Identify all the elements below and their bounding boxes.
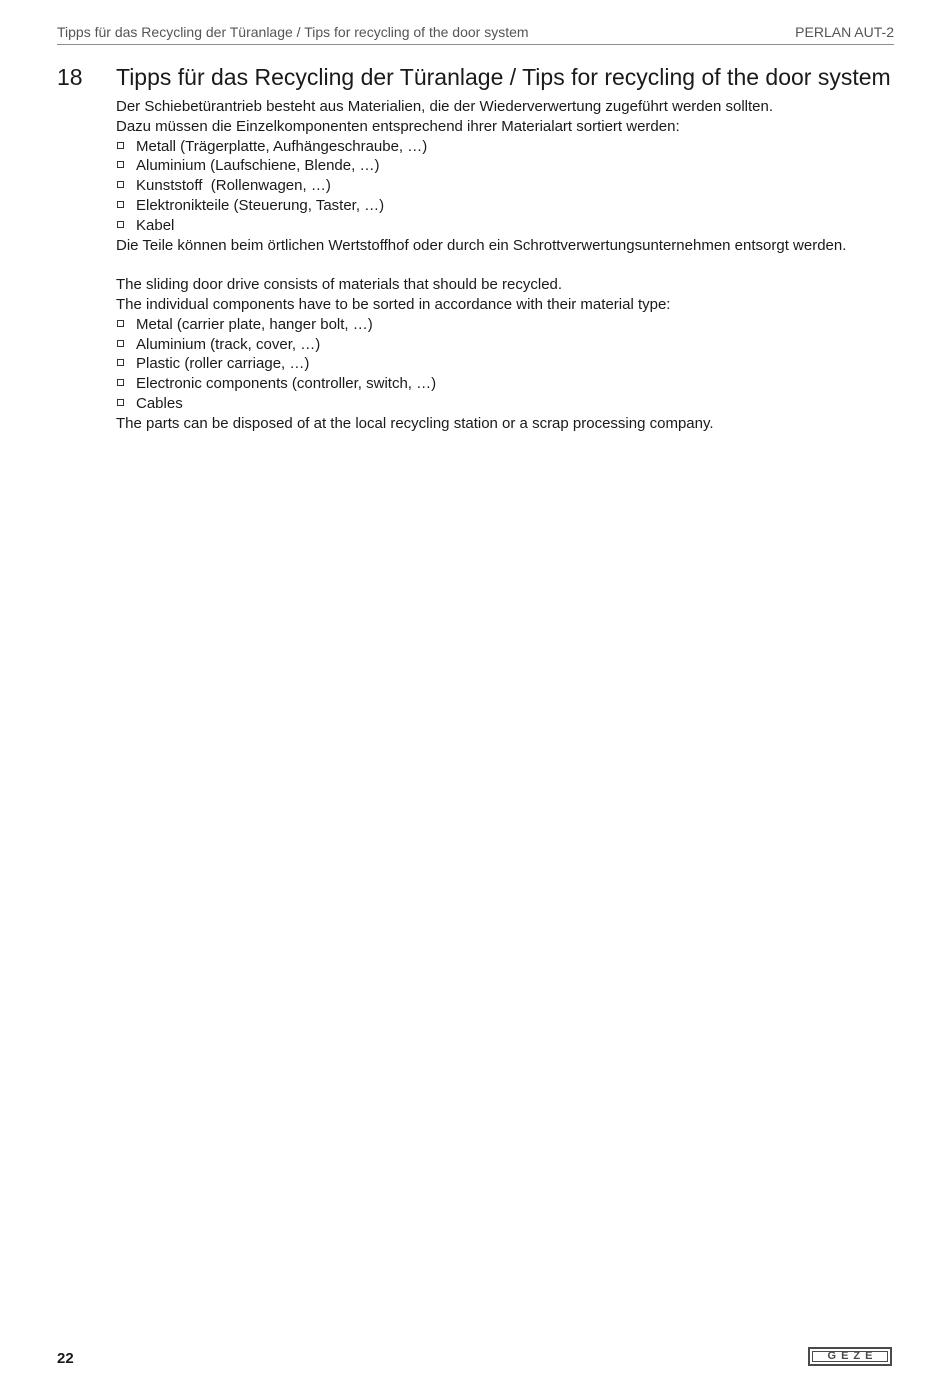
list-item-text: Aluminium (Laufschiene, Blende, …) [136, 157, 380, 175]
list-item-text: Cables [136, 394, 183, 412]
list-item-text: Aluminium (track, cover, …) [136, 335, 321, 353]
section-body [116, 97, 906, 434]
square-bullet-icon [117, 201, 124, 208]
square-bullet-icon [117, 359, 124, 366]
square-bullet-icon [117, 181, 124, 188]
running-header [57, 22, 894, 45]
list-item [116, 156, 906, 176]
square-bullet-icon [117, 379, 124, 386]
square-bullet-icon [117, 221, 124, 228]
list-item [116, 176, 906, 196]
list-item [116, 216, 906, 236]
section-number: 18 [57, 64, 83, 90]
english-closing: The parts can be disposed of at the local recycling station or a scrap processing company. [116, 414, 714, 432]
english-intro-1: The sliding door drive consists of materials that should be recycled. [116, 276, 563, 294]
list-item [116, 196, 906, 216]
list-item-text: Kunststoff (Rollenwagen, …) [136, 177, 331, 195]
list-item-text: Plastic (roller carriage, …) [136, 355, 310, 373]
running-header-title: Tipps für das Recycling der Türanlage / Tips for recycling of the door system [57, 24, 529, 40]
list-item-text: Metall (Trägerplatte, Aufhängeschraube, …) [136, 137, 428, 155]
section-title: Tipps für das Recycling der Türanlage / Tips for recycling of the door system [116, 64, 891, 90]
list-item [116, 374, 906, 394]
square-bullet-icon [117, 320, 124, 327]
square-bullet-icon [117, 142, 124, 149]
list-item [116, 335, 906, 355]
square-bullet-icon [117, 161, 124, 168]
english-intro-2: The individual components have to be sorted in accordance with their material type: [116, 295, 671, 313]
square-bullet-icon [117, 340, 124, 347]
list-item-text: Elektronikteile (Steuerung, Taster, …) [136, 196, 385, 214]
list-item [116, 354, 906, 374]
german-intro-1: Der Schiebetürantrieb besteht aus Materialien, die der Wiederverwertung zugeführt werden sollten. [116, 98, 774, 115]
german-material-list [116, 137, 906, 236]
list-item-text: Kabel [136, 216, 175, 234]
list-item-text: Electronic components (controller, switch, …) [136, 375, 437, 393]
geze-logo-text: GEZE [812, 1351, 888, 1362]
square-bullet-icon [117, 399, 124, 406]
list-item [116, 137, 906, 157]
paragraph-spacer [116, 255, 906, 275]
page-number: 22 [57, 1350, 74, 1367]
english-material-list [116, 315, 906, 414]
german-intro-2: Dazu müssen die Einzelkomponenten entsprechend ihrer Materialart sortiert werden: [116, 117, 680, 135]
list-item [116, 394, 906, 414]
list-item [116, 315, 906, 335]
german-closing: Die Teile können beim örtlichen Wertstoffhof oder durch ein Schrottverwertungsunternehmen entsorgt werden. [116, 236, 847, 254]
geze-logo [808, 1347, 892, 1366]
running-header-product: PERLAN AUT-2 [795, 24, 894, 40]
list-item-text: Metal (carrier plate, hanger bolt, …) [136, 315, 373, 333]
